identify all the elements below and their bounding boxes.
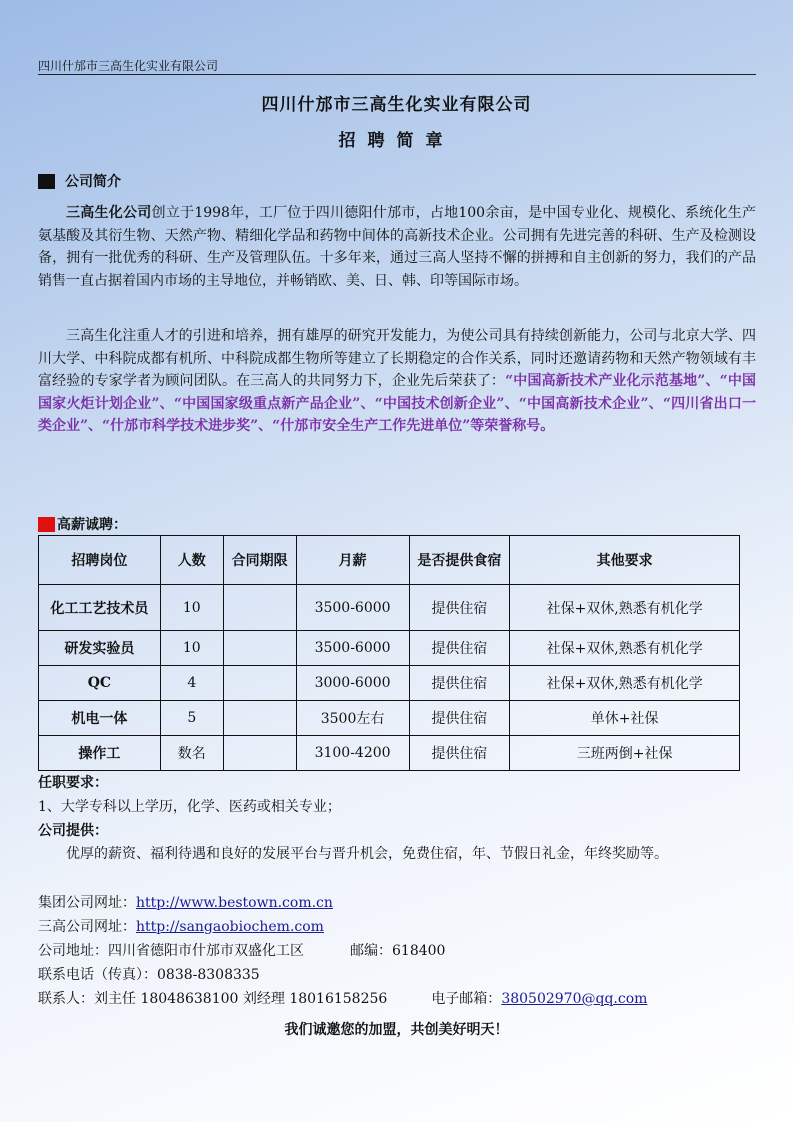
offer-paragraph — [38, 843, 756, 866]
cell-count: 数名 — [160, 736, 223, 771]
requirements-heading: 任职要求： — [38, 775, 108, 791]
cell-count: 10 — [160, 631, 223, 666]
cell-contract — [223, 701, 296, 736]
postcode-text: 邮编：618400 — [350, 943, 446, 959]
requirements-item: 1、大学专科以上学历，化学、医药或相关专业； — [38, 799, 341, 815]
cell-position: 化工工艺技术员 — [39, 585, 161, 631]
section-heading: 公司简介 — [65, 174, 121, 190]
group-website-label: 集团公司网址： — [38, 895, 136, 911]
intro-paragraph-2 — [38, 325, 756, 438]
cell-contract — [223, 666, 296, 701]
jobs-table — [38, 535, 740, 771]
email-link[interactable]: 380502970@qq.com — [501, 991, 648, 1007]
sangao-website-link[interactable]: http://sangaobiochem.com — [136, 919, 324, 935]
address-text: 公司地址：四川省德阳市什邡市双盛化工区 — [38, 943, 304, 959]
group-website-line — [38, 892, 333, 912]
offer-text: 优厚的薪资、福利待遇和良好的发展平台与晋升机会，免费住宿，年、节假日礼金，年终奖励等。 — [66, 846, 668, 862]
sangao-website-line — [38, 916, 324, 936]
page-title: 四川什邡市三高生化实业有限公司 — [261, 95, 532, 115]
table-header-row — [39, 536, 740, 585]
page-subtitle: 招聘简章 — [338, 131, 455, 151]
intro-text-1: 创立于1998年，工厂位于四川德阳什邡市，占地100余亩，是中国专业化、规模化、系统化生产氨基酸及其衍生物、天然产物、精细化学品和药物中间体的高新技术企业。公司拥有先进完善的科研、生产及检测设备，拥有一批优秀的科研、生产及管理队伍。十多年来，通过三高人坚持不懈的拼搏和自主创新的努力，我们的产品销售一直占据着国内市场的主导地位，并畅销欧、美、日、韩、印等国际市场。 — [38, 205, 756, 289]
cell-lodging: 提供住宿 — [409, 736, 510, 771]
header-divider — [38, 74, 756, 75]
table-row — [39, 701, 740, 736]
phone-line: 联系电话（传真）：0838-8308335 — [38, 967, 260, 983]
cell-position: QC — [39, 666, 161, 701]
cell-count: 5 — [160, 701, 223, 736]
table-row — [39, 631, 740, 666]
offer-heading-text: 公司提供 — [38, 823, 94, 839]
intro-paragraph-1 — [38, 202, 756, 292]
column-header: 招聘岗位 — [39, 536, 161, 585]
cell-lodging: 提供住宿 — [409, 631, 510, 666]
cell-salary: 3500-6000 — [296, 585, 409, 631]
table-row — [39, 736, 740, 771]
cell-contract — [223, 585, 296, 631]
column-header: 合同期限 — [223, 536, 296, 585]
cell-count: 4 — [160, 666, 223, 701]
group-website-link[interactable]: http://www.bestown.com.cn — [136, 895, 333, 911]
cell-salary: 3500左右 — [296, 701, 409, 736]
column-header: 人数 — [160, 536, 223, 585]
contact-people-line — [38, 988, 647, 1008]
cell-contract — [223, 631, 296, 666]
column-header: 其他要求 — [510, 536, 740, 585]
cell-contract — [223, 736, 296, 771]
cell-salary: 3100-4200 — [296, 736, 409, 771]
cell-position: 操作工 — [39, 736, 161, 771]
cell-salary: 3500-6000 — [296, 631, 409, 666]
cell-other: 社保+双休,熟悉有机化学 — [510, 666, 740, 701]
offer-heading: 公司提供： — [38, 823, 108, 839]
sangao-website-label: 三高公司网址： — [38, 919, 136, 935]
cell-count: 10 — [160, 585, 223, 631]
cell-lodging: 提供住宿 — [409, 585, 510, 631]
email-label: 电子邮箱： — [431, 991, 502, 1007]
table-row — [39, 585, 740, 631]
intro-text-2: 三高生化注重人才的引进和培养，拥有雄厚的研究开发能力，为使公司具有持续创新能力，公司与北京大学、四川大学、中科院成都有机所、中科院成都生物所等建立了长期稳定的合作关系，同时还邀请药物和天然产物领域有丰富经验的专家学者为顾问团队。在三高人的共同努力下，企业先后荣获了： — [38, 328, 756, 389]
honors-text: “中国高新技术产业化示范基地”、“中国国家火炬计划企业”、“中国国家级重点新产品企业”、“中国技术创新企业”、“中国高新技术企业”、“四川省出口一类企业”、“什邡市科学技术进步奖”、“什邡市安全生产工作先进单位”等荣誉称号。 — [38, 373, 756, 434]
address-line — [38, 940, 445, 960]
black-square-icon — [38, 174, 55, 189]
section-company-intro — [38, 171, 121, 191]
page-header-company: 四川什邡市三高生化实业有限公司 — [38, 59, 219, 73]
column-header: 是否提供食宿 — [409, 536, 510, 585]
section-heading: 高薪诚聘： — [57, 517, 127, 533]
red-square-icon — [38, 517, 55, 532]
cell-salary: 3000-6000 — [296, 666, 409, 701]
cell-lodging: 提供住宿 — [409, 701, 510, 736]
cell-position: 机电一体 — [39, 701, 161, 736]
intro-lead: 三高生化公司 — [66, 205, 152, 221]
cell-position: 研发实验员 — [39, 631, 161, 666]
cell-lodging: 提供住宿 — [409, 666, 510, 701]
requirements-heading-text: 任职要求 — [38, 775, 94, 791]
contact-people-text: 联系人：刘主任 18048638100 刘经理 18016158256 — [38, 991, 388, 1007]
column-header: 月薪 — [296, 536, 409, 585]
section-jobs — [38, 514, 127, 534]
cell-other: 社保+双休,熟悉有机化学 — [510, 585, 740, 631]
cell-other: 社保+双休,熟悉有机化学 — [510, 631, 740, 666]
table-row — [39, 666, 740, 701]
cell-other: 单休+社保 — [510, 701, 740, 736]
closing-slogan: 我们诚邀您的加盟，共创美好明天！ — [284, 1022, 509, 1038]
cell-other: 三班两倒+社保 — [510, 736, 740, 771]
